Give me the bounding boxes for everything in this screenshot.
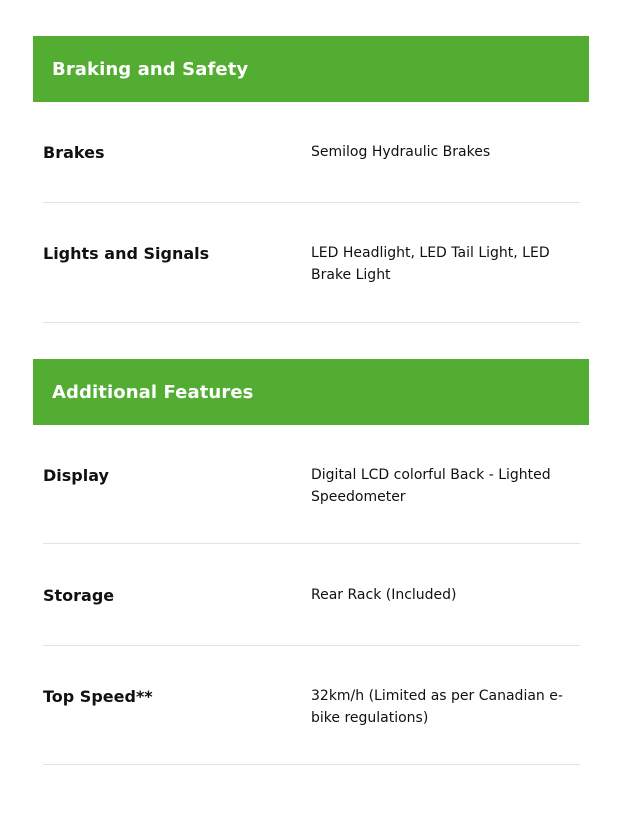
row-divider bbox=[43, 543, 580, 544]
spec-label: Lights and Signals bbox=[43, 244, 210, 263]
section-header-braking-safety bbox=[33, 36, 589, 102]
section-header-additional-features bbox=[33, 359, 589, 425]
spec-label: Brakes bbox=[43, 143, 105, 162]
spec-value: 32km/h (Limited as per Canadian e-bike regulations) bbox=[311, 688, 563, 726]
row-divider bbox=[43, 322, 580, 323]
row-divider bbox=[43, 645, 580, 646]
spec-value: LED Headlight, LED Tail Light, LED Brake Light bbox=[311, 245, 550, 283]
spec-value: Semilog Hydraulic Brakes bbox=[311, 144, 491, 160]
row-divider bbox=[43, 764, 580, 765]
spec-label: Storage bbox=[43, 586, 115, 605]
spec-value: Rear Rack (Included) bbox=[311, 587, 457, 603]
spec-label: Top Speed** bbox=[43, 687, 153, 706]
spec-label: Display bbox=[43, 466, 109, 485]
section-title: Braking and Safety bbox=[52, 58, 249, 80]
spec-value: Digital LCD colorful Back - Lighted Speedometer bbox=[311, 467, 551, 505]
section-title: Additional Features bbox=[52, 381, 254, 403]
row-divider bbox=[43, 202, 580, 203]
